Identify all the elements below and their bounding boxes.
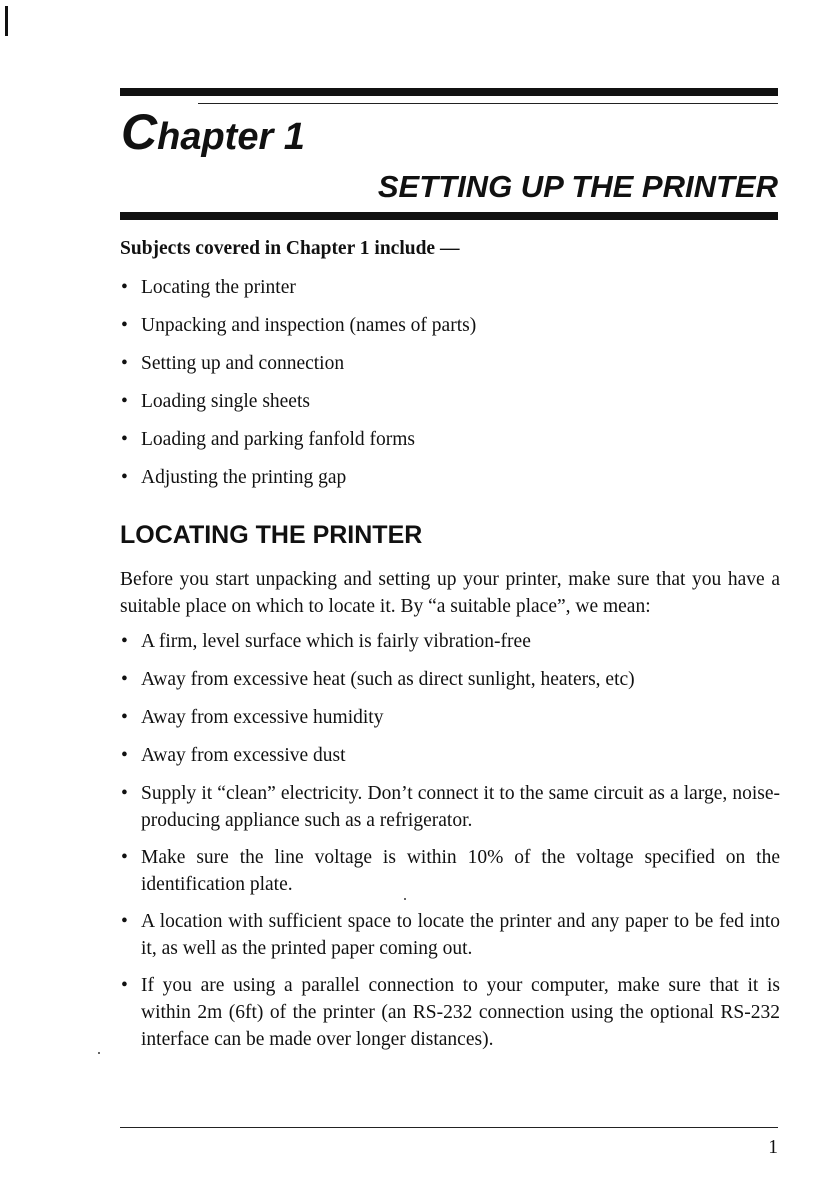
list-item (120, 426, 780, 454)
list-item-text: Unpacking and inspection (names of parts) (141, 315, 477, 336)
section-heading: LOCATING THE PRINTER (120, 521, 423, 549)
list-item (120, 274, 780, 302)
list-item (120, 780, 780, 834)
bullet-icon: • (121, 467, 128, 488)
scan-speck (98, 1052, 100, 1054)
scan-edge-mark (5, 6, 8, 36)
list-item (120, 312, 780, 340)
bullet-icon: • (121, 631, 128, 652)
subjects-list (120, 274, 780, 502)
chapter-title-initial: C (121, 104, 158, 160)
list-item-text: A firm, level surface which is fairly vibration-free (141, 631, 531, 652)
list-item-text: Make sure the line voltage is within 10% of the voltage specified on the identification plate. (141, 847, 780, 895)
subjects-heading: Subjects covered in Chapter 1 include — (120, 238, 460, 259)
bullet-icon: • (121, 429, 128, 450)
list-item-text: Away from excessive heat (such as direct sunlight, heaters, etc) (141, 669, 635, 690)
section-intro-paragraph: Before you start unpacking and setting up your printer, make sure that you have a suitable place on which to locate it. By “a suitable place”, we mean: (120, 569, 780, 617)
bullet-icon: • (121, 783, 128, 804)
bullet-icon: • (121, 707, 128, 728)
list-item-text: Adjusting the printing gap (141, 467, 347, 488)
bullet-icon: • (121, 745, 128, 766)
list-item (120, 742, 780, 770)
list-item-text: If you are using a parallel connection to your computer, make sure that it is within 2m (6ft) of the printer (an RS-232 connection using the optional RS-232 interface can be made over longer distances). (141, 975, 780, 1050)
chapter-bottom-rule (120, 212, 778, 220)
bullet-icon: • (121, 391, 128, 412)
chapter-title (121, 104, 305, 165)
list-item-text: Setting up and connection (141, 353, 345, 374)
page-number: 1 (768, 1137, 778, 1158)
bullet-icon: • (121, 315, 128, 336)
list-item (120, 388, 780, 416)
footer-rule (120, 1127, 778, 1128)
list-item (120, 844, 780, 898)
chapter-title-rest: hapter 1 (157, 116, 305, 158)
bullet-icon: • (121, 669, 128, 690)
list-item-text: Loading single sheets (141, 391, 310, 412)
bullet-icon: • (121, 847, 128, 868)
list-item (120, 972, 780, 1053)
location-requirements-list (120, 628, 780, 1063)
chapter-top-rule (120, 88, 778, 96)
chapter-subtitle: SETTING UP THE PRINTER (377, 169, 778, 204)
list-item (120, 628, 780, 656)
list-item-text: A location with sufficient space to locate the printer and any paper to be fed into it, as well as the printed paper coming out. (141, 911, 780, 959)
list-item (120, 666, 780, 694)
list-item (120, 704, 780, 732)
bullet-icon: • (121, 911, 128, 932)
list-item-text: Loading and parking fanfold forms (141, 429, 416, 450)
bullet-icon: • (121, 277, 128, 298)
list-item-text: Supply it “clean” electricity. Don’t connect it to the same circuit as a large, noise-producing appliance such as a refrigerator. (141, 783, 780, 831)
bullet-icon: • (121, 353, 128, 374)
list-item-text: Locating the printer (141, 277, 296, 298)
list-item (120, 464, 780, 492)
list-item-text: Away from excessive humidity (141, 707, 384, 728)
list-item-text: Away from excessive dust (141, 745, 346, 766)
scan-speck (404, 898, 406, 900)
list-item (120, 908, 780, 962)
bullet-icon: • (121, 975, 128, 996)
list-item (120, 350, 780, 378)
